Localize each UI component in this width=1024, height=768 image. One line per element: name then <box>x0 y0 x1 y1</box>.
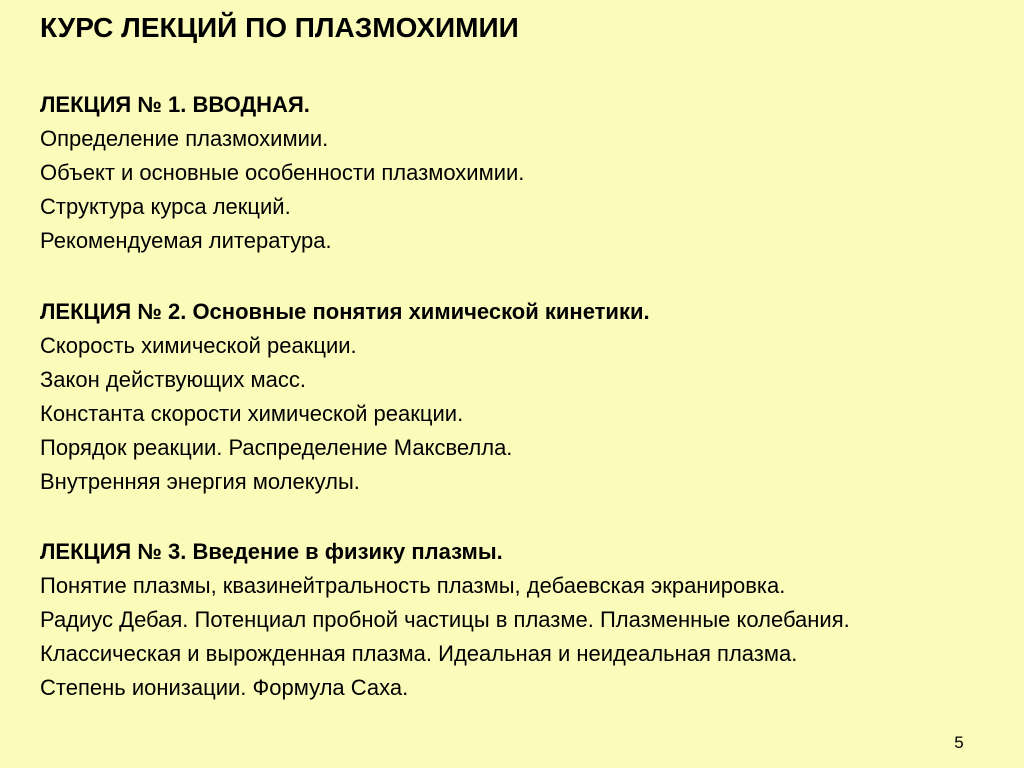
lecture-1-section <box>40 88 524 258</box>
lecture-3-section <box>40 535 850 705</box>
lecture-2-section <box>40 295 650 499</box>
lecture-3-line: Классическая и вырожденная плазма. Идеальная и неидеальная плазма. <box>40 641 798 666</box>
lecture-3-line: Степень ионизации. Формула Саха. <box>40 675 409 700</box>
lecture-1-line: Рекомендуемая литература. <box>40 228 332 253</box>
slide-title: КУРС ЛЕКЦИЙ ПО ПЛАЗМОХИМИИ <box>40 12 519 43</box>
lecture-1-line: Определение плазмохимии. <box>40 126 329 151</box>
lecture-2-heading: ЛЕКЦИЯ № 2. Основные понятия химической кинетики. <box>40 299 650 324</box>
lecture-1-heading: ЛЕКЦИЯ № 1. ВВОДНАЯ. <box>40 92 310 117</box>
lecture-2-line: Константа скорости химической реакции. <box>40 401 464 426</box>
lecture-2-line: Порядок реакции. Распределение Максвелла. <box>40 435 513 460</box>
page-number: 5 <box>954 733 964 752</box>
lecture-1-line: Структура курса лекций. <box>40 194 291 219</box>
lecture-2-line: Скорость химической реакции. <box>40 333 357 358</box>
lecture-3-line: Радиус Дебая. Потенциал пробной частицы в плазме. Плазменные колебания. <box>40 607 850 632</box>
lecture-1-line: Объект и основные особенности плазмохимии. <box>40 160 525 185</box>
lecture-2-line: Внутренняя энергия молекулы. <box>40 469 360 494</box>
lecture-2-line: Закон действующих масс. <box>40 367 307 392</box>
lecture-3-line: Понятие плазмы, квазинейтральность плазмы, дебаевская экранировка. <box>40 573 786 598</box>
lecture-3-heading: ЛЕКЦИЯ № 3. Введение в физику плазмы. <box>40 539 503 564</box>
